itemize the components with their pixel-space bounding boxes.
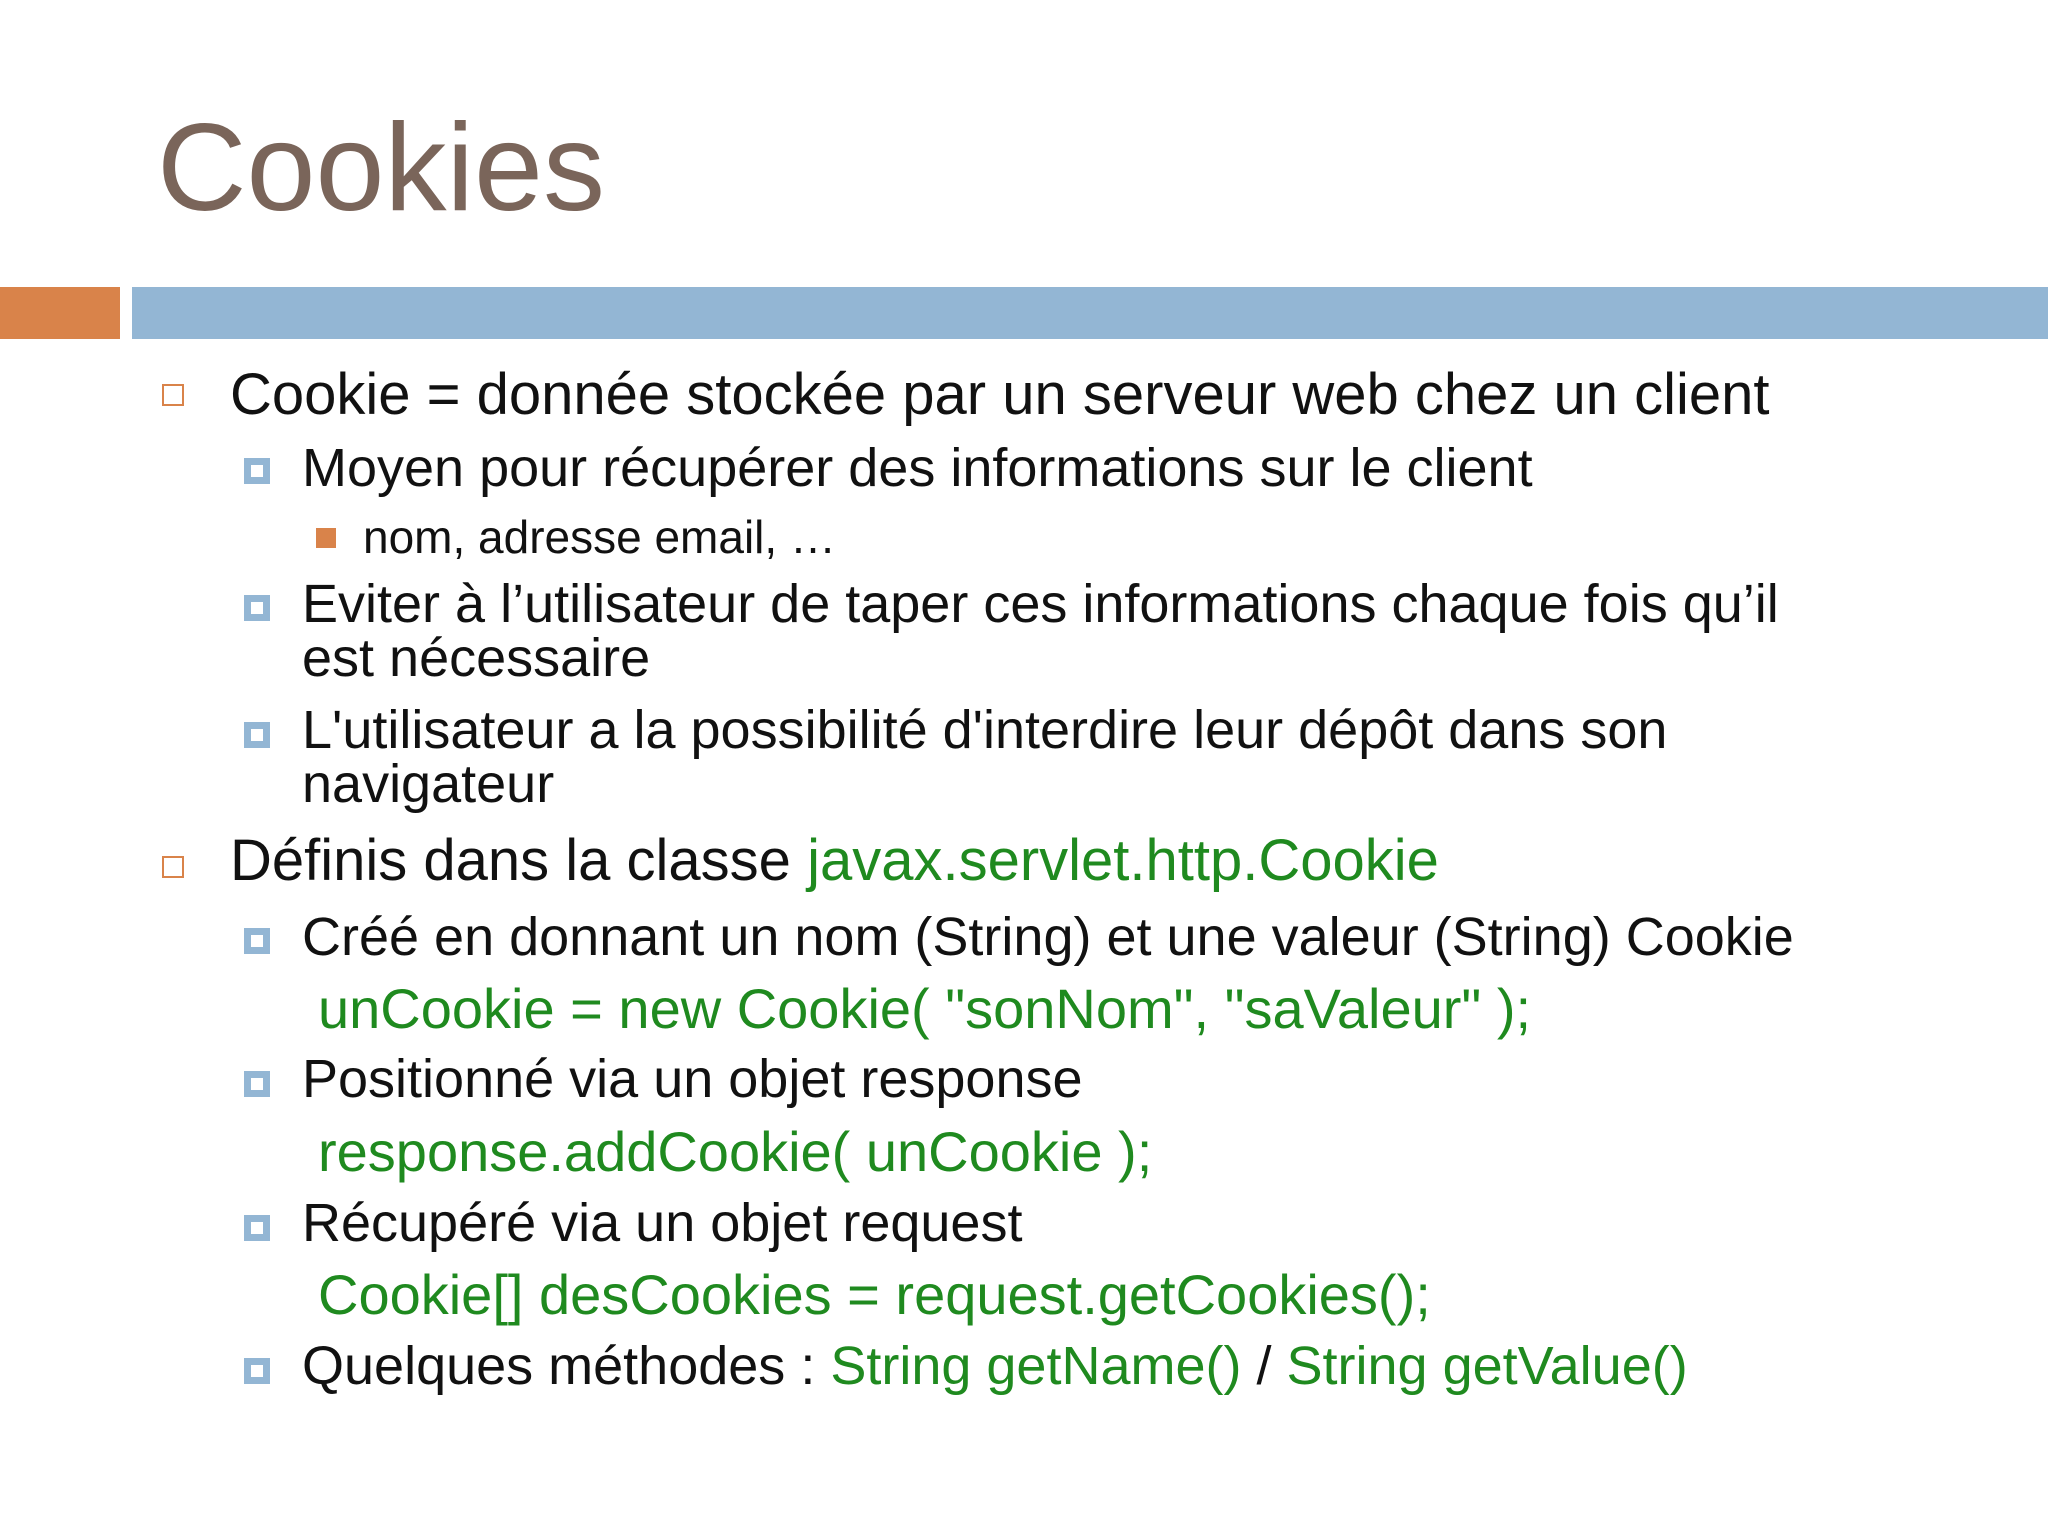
- bullet-some-methods: [302, 1338, 1688, 1394]
- square-bullet-icon: [244, 1358, 270, 1384]
- bullet-avoid-retyping-line2: est nécessaire: [302, 628, 651, 688]
- bullet-set-via-response: Positionné via un objet response: [302, 1049, 1083, 1109]
- bullet-created-with-name-value: Créé en donnant un nom (String) et une valeur (String) Cookie: [302, 907, 1794, 967]
- methods-separator: /: [1241, 1336, 1287, 1396]
- bullet-user-may-block-line2: navigateur: [302, 754, 555, 814]
- square-bullet-icon: [316, 528, 336, 548]
- bullet-retrieved-via-request: Récupéré via un objet request: [302, 1193, 1023, 1253]
- bullet-avoid-retyping-line1: Eviter à l’utilisateur de taper ces informations chaque fois qu’il: [302, 574, 1779, 634]
- bullet-user-may-block-line1: L'utilisateur a la possibilité d'interdire leur dépôt dans son: [302, 700, 1668, 760]
- square-bullet-icon: [244, 458, 270, 484]
- code-get-cookies: Cookie[] desCookies = request.getCookies();: [318, 1263, 1431, 1326]
- method-get-name: String getName(): [830, 1336, 1242, 1396]
- class-name-code: javax.servlet.http.Cookie: [807, 828, 1439, 893]
- code-add-cookie: response.addCookie( unCookie );: [318, 1120, 1153, 1183]
- bullet-name-email: nom, adresse email, …: [363, 511, 836, 563]
- methods-label: Quelques méthodes :: [302, 1336, 831, 1396]
- bullet-cookie-definition: Cookie = donnée stockée par un serveur web chez un client: [230, 362, 1770, 427]
- square-bullet-icon: [244, 1071, 270, 1097]
- square-bullet-icon: [162, 856, 184, 878]
- code-new-cookie: unCookie = new Cookie( "sonNom", "saValeur" );: [318, 977, 1532, 1040]
- slide-title: Cookies: [157, 99, 605, 237]
- square-bullet-icon: [162, 384, 184, 406]
- class-label: Définis dans la classe: [230, 828, 808, 893]
- bullet-defined-in-class: [230, 827, 1439, 895]
- method-get-value: String getValue(): [1286, 1336, 1688, 1396]
- square-bullet-icon: [244, 928, 270, 954]
- bullet-retrieve-info: Moyen pour récupérer des informations sur le client: [302, 438, 1533, 498]
- square-bullet-icon: [244, 595, 270, 621]
- square-bullet-icon: [244, 722, 270, 748]
- square-bullet-icon: [244, 1215, 270, 1241]
